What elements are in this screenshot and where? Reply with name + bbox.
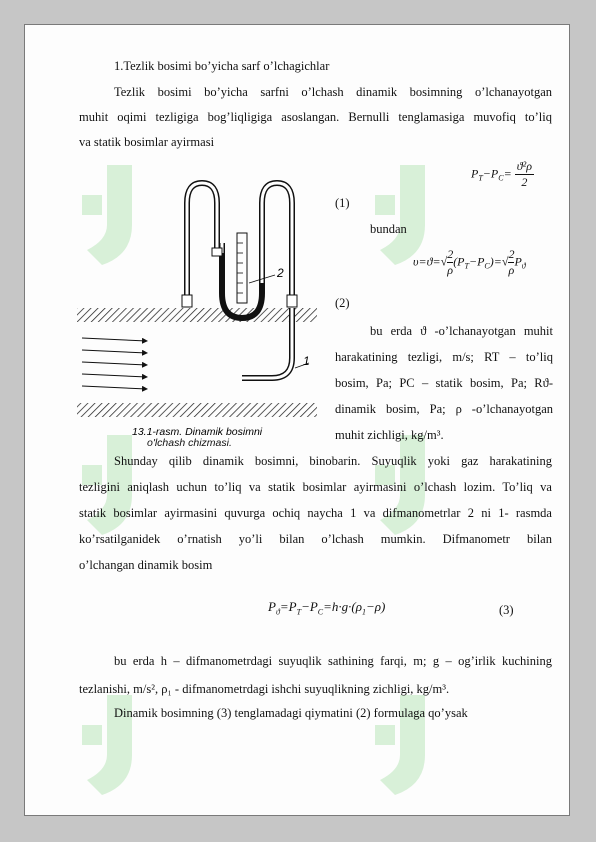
equation-1: $P_T-P_C=$ $\frac{\text{ϑ²ρ}}{2}$: [471, 159, 532, 189]
dynamic-pressure-diagram: [77, 173, 317, 443]
intro-line: muhit oqimi tezligiga bog’liqligiga asoslangan. Bernulli tenglamasiga muvofiq to’liq: [79, 110, 552, 124]
document-page: [24, 24, 570, 816]
equation-2-number: (2): [335, 296, 350, 310]
section-heading: 1.Tezlik bosimi bo’yicha sarf o’lchagichlar: [114, 59, 330, 73]
body-line: o’lchangan dinamik bosim: [79, 558, 213, 572]
intro-line: va statik bosimlar ayirmasi: [79, 135, 215, 149]
equation-2: υ=ϑ=√ $\frac{2}{\rho}$ $(P_T-P_C)=√$ $\frac{2}{\rho}$ $P_ϑ$: [413, 247, 526, 277]
body-line: Shunday qilib dinamik bosimni, binobarin. Suyuqlik yoki gaz harakatining: [114, 454, 552, 468]
body-line: tezligini aniqlash uchun to’liq va statik bosimlar ayirmasini o’lchash lozim. To’liq va: [79, 480, 552, 494]
definition-line: harakatining tezligi, m/s; RT – to’liq: [335, 350, 553, 364]
figure-caption-line2: o'lchash chizmasi.: [147, 437, 232, 449]
after-line: Dinamik bosimning (3) tenglamadagi qiymatini (2) formulaga qo’ysak: [114, 706, 468, 720]
intro-line: Tezlik bosimi bo’yicha sarfni o’lchash dinamik bosimning o’lchanayotgan: [114, 85, 552, 99]
equation-1-number: (1): [335, 196, 350, 210]
definition-line: muhit zichligi, kg/m³.: [335, 428, 444, 442]
body-line: ko’rsatilganidek o’rnatish yo’li bilan o’lchash mumkin. Difmanometr bilan: [79, 532, 552, 546]
figure-caption-line1: 13.1-rasm. Dinamik bosimni: [132, 426, 263, 438]
figure-label-1: 1: [303, 354, 310, 368]
equation-3-number: (3): [499, 603, 514, 617]
definition-line: bu erda ϑ -o’lchanayotgan muhit: [370, 324, 553, 338]
definition-line: dinamik bosim, Pa; ρ -o’lchanayotgan: [335, 402, 553, 416]
bundan-text: bundan: [370, 222, 407, 236]
after-line: bu erda h – difmanometrdagi suyuqlik sathining farqi, m; g – og’irlik kuchining: [114, 654, 552, 668]
body-line: statik bosimlar ayirmasini quvurga ochiq naycha 1 va difmanometrlar 2 ni 1- rasmda: [79, 506, 552, 520]
after-line: tezlanishi, m/s², ρ₁ - difmanometrdagi ishchi suyuqlikning zichligi, kg/m³.: [79, 682, 450, 696]
figure-label-2: 2: [277, 266, 284, 280]
definition-line: bosim, Pa; PC – statik bosim, Pa; Rϑ-: [335, 376, 553, 390]
equation-3: $P_ϑ=P_T-P_C=h\cdot g\cdot(\rho_1-\rho)$: [268, 599, 386, 617]
